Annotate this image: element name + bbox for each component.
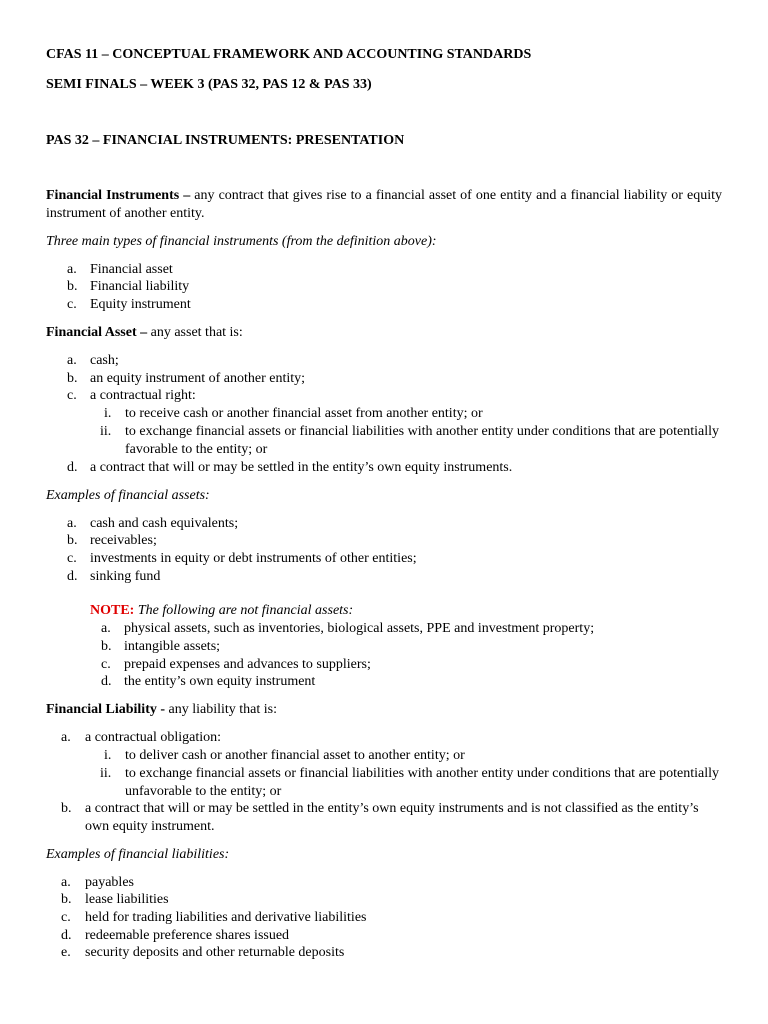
financial-liability-heading	[46, 701, 277, 719]
list-item: cash and cash equivalents;	[90, 516, 239, 531]
list-item: a contractual right:	[90, 388, 196, 403]
financial-liability-text: any liability that is:	[165, 702, 278, 717]
definition-text: any contract that gives rise to a financial asset of one entity and a financial liability or equity instrument of another entity.	[46, 188, 723, 221]
list-marker: b.	[67, 533, 78, 548]
list-marker: c.	[67, 388, 77, 403]
list-item: security deposits and other returnable deposits	[85, 945, 345, 960]
list-item: lease liabilities	[85, 892, 169, 907]
sublist-item: to deliver cash or another financial asset to another entity; or	[125, 748, 465, 763]
sublist-item: to exchange financial assets or financial liabilities with another entity under conditions that are potentially favorable to the entity; or	[125, 424, 720, 457]
list-marker: d.	[67, 460, 78, 475]
sublist-marker: i.	[104, 748, 112, 763]
sublist-marker: ii.	[100, 424, 112, 439]
list-item: a contractual obligation:	[85, 730, 222, 745]
list-marker: a.	[101, 621, 111, 636]
list-marker: a.	[61, 730, 71, 745]
list-item: redeemable preference shares issued	[85, 928, 290, 943]
list-marker: e.	[61, 945, 71, 960]
list-item: a contract that will or may be settled in the entity’s own equity instruments.	[90, 460, 513, 475]
list-marker: d.	[101, 674, 112, 689]
list-marker: b.	[101, 639, 112, 654]
sublist-marker: ii.	[100, 766, 112, 781]
list-item: intangible assets;	[124, 639, 221, 654]
definition-term: Financial Instruments –	[46, 188, 191, 203]
list-marker: b.	[61, 892, 72, 907]
list-item: payables	[85, 875, 134, 890]
sublist-marker: i.	[104, 406, 112, 421]
list-item: held for trading liabilities and derivative liabilities	[85, 910, 367, 925]
financial-instruments-definition	[46, 187, 722, 223]
list-marker: b.	[61, 801, 72, 816]
list-marker: d.	[61, 928, 72, 943]
course-title: CFAS 11 – CONCEPTUAL FRAMEWORK AND ACCOUNTING STANDARDS	[46, 47, 532, 62]
list-marker: a.	[67, 516, 77, 531]
list-marker: d.	[67, 569, 78, 584]
list-item: Financial liability	[90, 279, 190, 294]
financial-asset-text: any asset that is:	[147, 325, 243, 340]
note-label: NOTE:	[90, 603, 135, 618]
note-heading	[90, 602, 353, 620]
list-item: cash;	[90, 353, 119, 368]
list-item: Financial asset	[90, 262, 173, 277]
list-marker: c.	[67, 551, 77, 566]
list-marker: a.	[67, 353, 77, 368]
list-item: an equity instrument of another entity;	[90, 371, 306, 386]
sublist-item: to receive cash or another financial asset from another entity; or	[125, 406, 483, 421]
list-item: sinking fund	[90, 569, 161, 584]
list-item: a contract that will or may be settled in the entity’s own equity instruments and is not classified as the entity’s own equity instrument.	[85, 801, 699, 834]
asset-examples-intro: Examples of financial assets:	[46, 488, 210, 503]
list-marker: a.	[67, 262, 77, 277]
sublist-item: to exchange financial assets or financial liabilities with another entity under conditions that are potentially unfavorable to the entity; or	[125, 766, 720, 799]
list-item: physical assets, such as inventories, biological assets, PPE and investment property;	[124, 621, 595, 636]
list-marker: b.	[67, 279, 78, 294]
financial-asset-heading	[46, 324, 243, 342]
exam-week-title: SEMI FINALS – WEEK 3 (PAS 32, PAS 12 & PAS 33)	[46, 77, 372, 92]
financial-liability-term: Financial Liability -	[46, 702, 166, 717]
list-item: the entity’s own equity instrument	[124, 674, 316, 689]
list-marker: c.	[67, 297, 77, 312]
list-marker: c.	[61, 910, 71, 925]
list-item: receivables;	[90, 533, 157, 548]
note-text: The following are not financial assets:	[134, 603, 354, 618]
list-marker: a.	[61, 875, 71, 890]
list-item: prepaid expenses and advances to suppliers;	[124, 657, 371, 672]
liability-examples-intro: Examples of financial liabilities:	[46, 847, 230, 862]
list-item: Equity instrument	[90, 297, 191, 312]
list-marker: c.	[101, 657, 111, 672]
list-marker: b.	[67, 371, 78, 386]
list-item: investments in equity or debt instruments of other entities;	[90, 551, 417, 566]
types-intro: Three main types of financial instruments (from the definition above):	[46, 234, 437, 249]
financial-asset-term: Financial Asset –	[46, 325, 148, 340]
section-title: PAS 32 – FINANCIAL INSTRUMENTS: PRESENTATION	[46, 133, 405, 148]
